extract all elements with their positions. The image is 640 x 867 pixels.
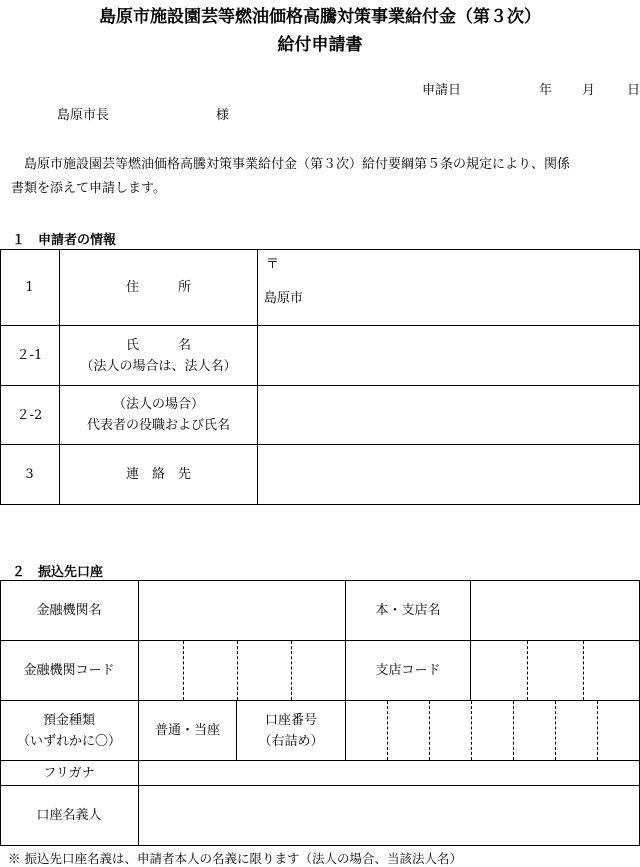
representative-field[interactable] [258,386,639,444]
furigana-field[interactable] [139,761,639,785]
branch-name-label: 本・支店名 [375,602,441,618]
bank-code-label: 金融機関コード [23,663,115,678]
representative-label-line2: 代表者の役職および氏名 [86,418,230,433]
month-label: 月 [582,83,596,98]
address-field[interactable] [258,250,639,325]
document-title: 島原市施設園芸等燃油価格高騰対策事業給付金（第３次） [99,7,541,27]
row-number: 1 [25,279,34,295]
postal-mark: 〒 [266,257,280,272]
account-holder-field[interactable] [139,786,639,845]
account-number-label [237,701,345,760]
intro-line-1: 島原市施設園芸等燃油価格高騰対策事業給付金（第３次）給付要綱第５条の規定により、関係 [24,157,571,172]
bank-code-field[interactable] [139,641,345,700]
addressee-name: 島原市長 [57,108,110,123]
addressee-honorific: 様 [216,108,230,123]
bank-name-label: 金融機関名 [36,602,102,618]
representative-label [60,386,257,444]
deposit-type-label-line2: （いずれかに〇） [16,733,121,749]
section1-heading: １ 申請者の情報 [12,233,117,248]
name-label [60,326,257,385]
deposit-type-options[interactable]: 普通・当座 [154,723,220,738]
year-label: 年 [539,83,553,98]
branch-name-field[interactable] [471,581,639,640]
application-date-label: 申請日 [422,83,462,98]
address-label-text: 住 所 [125,279,191,295]
section2-heading: ２ 振込先口座 [12,565,104,580]
day-label: 日 [627,83,640,98]
contact-label [60,445,257,504]
deposit-type-label [0,701,138,760]
intro-line-2: 書類を添えて申請します。 [11,181,166,196]
address-label [60,249,257,325]
name-label-line1: 氏 名 [125,337,191,353]
row-number: ２-1 [16,348,43,363]
account-holder-label: 口座名義人 [36,808,102,823]
account-number-label-line2: （右詰め） [258,733,324,749]
bank-name-field[interactable] [139,581,345,640]
contact-label-text: 連 絡 先 [125,467,191,482]
address-city: 島原市 [264,291,304,306]
footnote: ※ 振込先口座名義は、申請者本人の名義に限ります（法人の場合、当該法人名） [8,851,462,866]
furigana-label: フリガナ [43,765,95,781]
document-subtitle: 給付申請書 [277,35,363,55]
name-label-line2: （法人の場合は、法人名） [80,358,237,374]
account-number-label-line1: 口座番号 [264,712,317,728]
representative-label-line1: （法人の場合） [112,397,204,412]
branch-code-label: 支店コード [375,663,441,678]
applicant-info-table [0,249,640,505]
branch-code-field[interactable] [471,641,639,700]
row-number: 3 [25,467,34,482]
account-number-field[interactable] [346,701,639,760]
deposit-type-label-line1: 預金種類 [42,712,95,728]
bank-account-table [0,580,640,846]
row-number: ２-2 [16,407,43,423]
name-field[interactable] [258,326,639,385]
contact-field[interactable] [258,445,639,504]
